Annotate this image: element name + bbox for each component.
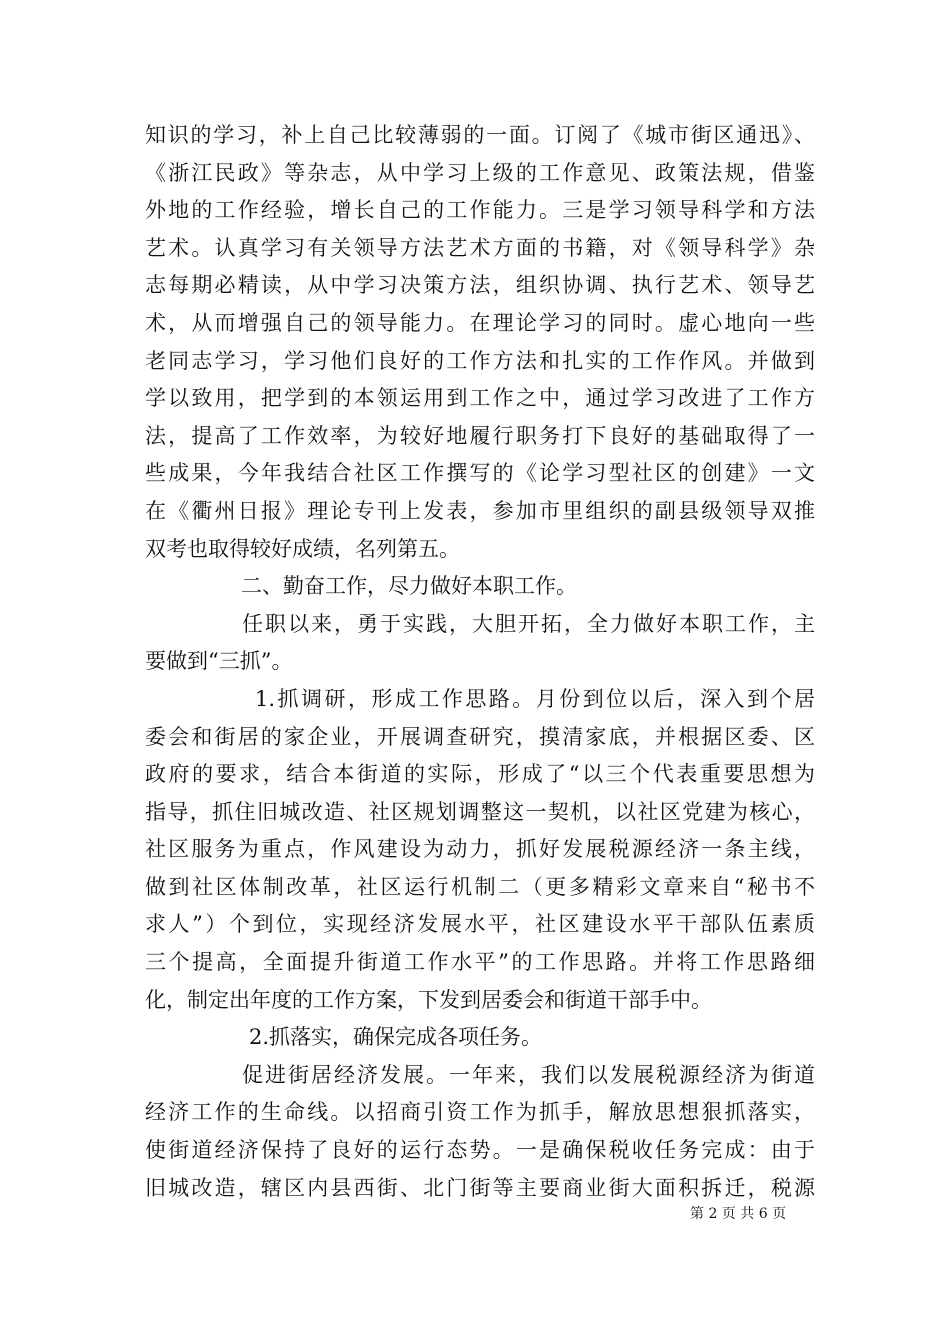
- text-line-28: 使街道经济保持了良好的运行态势。一是确保税收任务完成：由于: [145, 1138, 815, 1163]
- text-line-23: 三个提高，全面提升街道工作水平”的工作思路。并将工作思路细: [145, 950, 815, 975]
- text-line-26: 促进街居经济发展。一年来，我们以发展税源经济为街道: [242, 1062, 815, 1087]
- text-line-1: 知识的学习，补上自己比较薄弱的一面。订阅了《城市街区通迅》、: [145, 123, 815, 147]
- text-line-24: 化，制定出年度的工作方案，下发到居委会和街道干部手中。: [145, 987, 712, 1012]
- text-line-4: 艺术。认真学习有关领导方法艺术方面的书籍，对《领导科学》杂: [145, 235, 815, 260]
- text-line-12: 双考也取得较好成绩，名列第五。: [145, 536, 460, 561]
- text-line-2: 《浙江民政》等杂志，从中学习上级的工作意见、政策法规，借鉴: [145, 160, 815, 185]
- text-line-9: 法，提高了工作效率，为较好地履行职务打下良好的基础取得了一: [145, 423, 815, 448]
- text-line-18: 政府的要求，结合本街道的实际，形成了“以三个代表重要思想为: [145, 762, 815, 787]
- text-line-15: 要做到“三抓”。: [145, 649, 293, 674]
- section-heading: 二、勤奋工作，尽力做好本职工作。: [241, 574, 577, 599]
- subheading-1: 1.抓调研，形成工作思路。月份到位以后，深入到个居: [255, 686, 815, 711]
- text-line-17: 委会和街居的家企业，开展调查研究，摸清家底，并根据区委、区: [145, 724, 815, 749]
- text-line-6: 术，从而增强自己的领导能力。在理论学习的同时。虚心地向一些: [145, 310, 815, 335]
- text-line-22: 求人”）个到位，实现经济发展水平，社区建设水平干部队伍素质: [145, 912, 815, 937]
- text-line-29: 旧城改造，辖区内县西街、北门街等主要商业街大面积拆迁，税源: [145, 1175, 815, 1200]
- text-line-14: 任职以来，勇于实践，大胆开拓，全力做好本职工作，主: [242, 611, 815, 636]
- page-footer: [0, 1205, 950, 1223]
- text-line-27: 经济工作的生命线。以招商引资工作为抓手，解放思想狠抓落实，: [145, 1100, 815, 1125]
- text-line-7: 老同志学习，学习他们良好的工作方法和扎实的工作作风。并做到: [145, 348, 815, 373]
- text-line-8: 学以致用，把学到的本领运用到工作之中，通过学习改进了工作方: [145, 386, 815, 411]
- text-line-19: 指导，抓住旧城改造、社区规划调整这一契机，以社区党建为核心，: [145, 799, 815, 824]
- document-body: [145, 117, 815, 1207]
- text-line-10: 些成果，今年我结合社区工作撰写的《论学习型社区的创建》一文: [145, 461, 815, 486]
- page-number: 第 2 页 共 6 页: [690, 1206, 787, 1222]
- text-line-11: 在《衢州日报》理论专刊上发表，参加市里组织的副县级领导双推: [145, 498, 815, 523]
- text-line-21: 做到社区体制改革，社区运行机制二（更多精彩文章来自“秘书不: [145, 874, 815, 899]
- text-line-3: 外地的工作经验，增长自己的工作能力。三是学习领导科学和方法: [145, 198, 815, 223]
- subheading-2: 2.抓落实，确保完成各项任务。: [249, 1025, 543, 1050]
- text-line-20: 社区服务为重点，作风建设为动力，抓好发展税源经济一条主线，: [145, 837, 815, 862]
- text-line-5: 志每期必精读，从中学习决策方法，组织协调、执行艺术、领导艺: [145, 273, 815, 298]
